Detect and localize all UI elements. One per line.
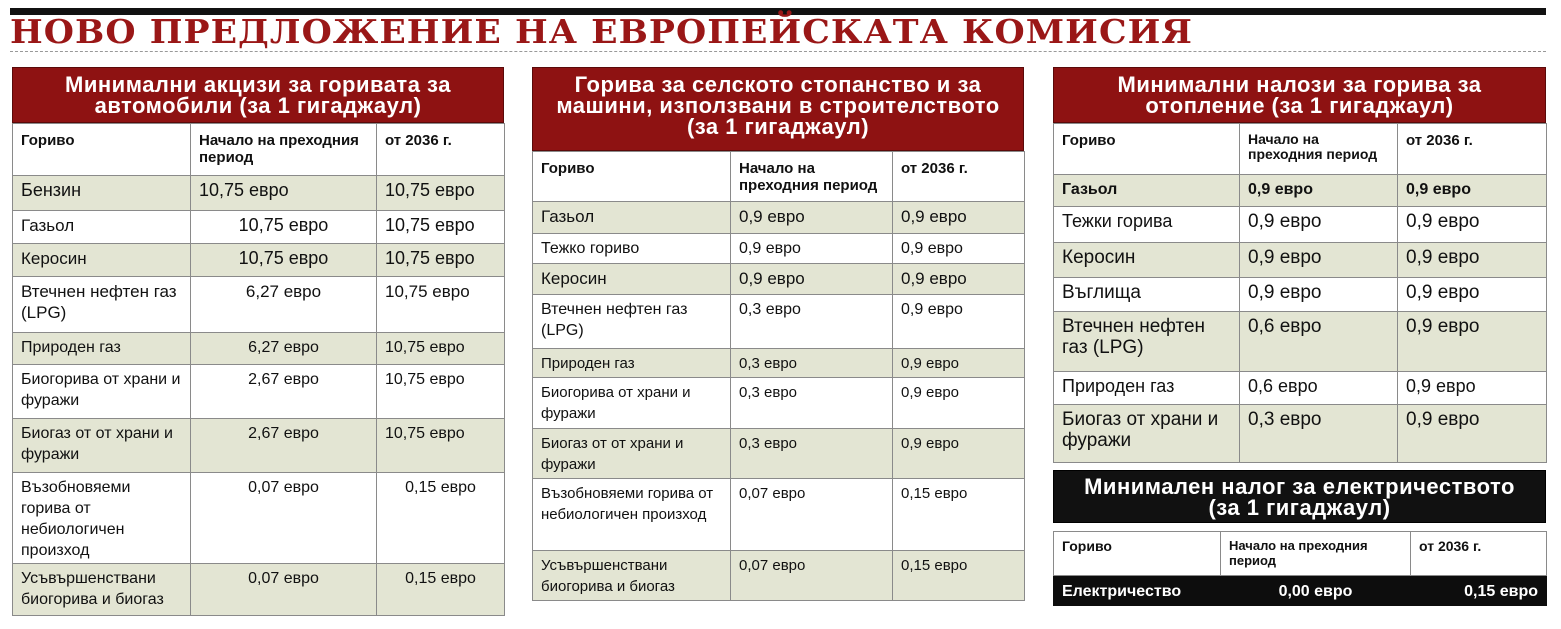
table-row: Въглища 0,9 евро 0,9 евро [1054,278,1547,312]
electricity-title: Минимален налог за електричеството (за 1 гигаджаул) [1053,470,1546,523]
heating-fuels-table [1053,123,1547,463]
header-fuel: Гориво [1054,124,1240,175]
table-row: Втечнен нефтен газ (LPG) 0,6 евро 0,9 евро [1054,312,1547,372]
table-header-row [1054,532,1547,576]
table-row: Бензин 10,75 евро 10,75 евро [13,176,505,211]
table-row: Електричество 0,00 евро 0,15 евро [1054,576,1547,606]
agriculture-fuels-panel [532,67,1024,601]
table-row: Газьол 10,75 евро 10,75 евро [13,211,505,244]
heating-fuels-panel [1053,67,1546,463]
table-row: Тежко гориво 0,9 евро 0,9 евро [533,234,1025,264]
table-row: Биогаз от от храни и фуражи 2,67 евро 10,75 евро [13,419,505,473]
electricity-panel [1053,470,1546,606]
table-row: Втечнен нефтен газ (LPG) 6,27 евро 10,75 евро [13,277,505,333]
table-row: Биогаз от храни и фуражи 0,3 евро 0,9 евро [1054,405,1547,463]
header-fuel: Гориво [1054,532,1221,576]
car-fuels-table [12,123,505,616]
table-row: Керосин 0,9 евро 0,9 евро [533,264,1025,295]
heating-fuels-title: Минимални налози за горива за отопление (за 1 гигаджаул) [1053,67,1546,123]
header-2036: от 2036 г. [1398,124,1547,175]
table-row: Природен газ 6,27 евро 10,75 евро [13,333,505,365]
header-start: Начало на преходния период [191,124,377,176]
table-row: Възобновяеми горива от небиологичен произход 0,07 евро 0,15 евро [13,473,505,564]
table-row: Биогаз от от храни и фуражи 0,3 евро 0,9 евро [533,429,1025,479]
header-2036: от 2036 г. [1411,532,1547,576]
header-2036: от 2036 г. [893,152,1025,202]
table-row: Газьол 0,9 евро 0,9 евро [533,202,1025,234]
car-fuels-title: Минимални акцизи за горивата за автомобили (за 1 гигаджаул) [12,67,504,123]
table-row: Природен газ 0,6 евро 0,9 евро [1054,372,1547,405]
table-header-row [1054,124,1547,175]
header-start: Начало на преходния период [1221,532,1411,576]
table-header-row [533,152,1025,202]
table-row: Биогорива от храни и фуражи 0,3 евро 0,9 евро [533,378,1025,429]
header-start: Начало на преходния период [1240,124,1398,175]
table-header-row [13,124,505,176]
header-2036: от 2036 г. [377,124,505,176]
table-row: Газьол 0,9 евро 0,9 евро [1054,175,1547,207]
agriculture-fuels-table [532,151,1025,601]
electricity-table [1053,531,1547,606]
table-row: Керосин 0,9 евро 0,9 евро [1054,243,1547,278]
table-row: Усъвършенствани биогорива и биогаз 0,07 евро 0,15 евро [13,564,505,616]
header-fuel: Гориво [13,124,191,176]
table-row: Втечнен нефтен газ (LPG) 0,3 евро 0,9 евро [533,295,1025,349]
table-row: Тежки горива 0,9 евро 0,9 евро [1054,207,1547,243]
table-row: Керосин 10,75 евро 10,75 евро [13,244,505,277]
table-row: Природен газ 0,3 евро 0,9 евро [533,349,1025,378]
table-row: Биогорива от храни и фуражи 2,67 евро 10,75 евро [13,365,505,419]
agriculture-fuels-title: Горива за селското стопанство и за машини, използвани в строителството (за 1 гигаджаул) [532,67,1024,151]
header-fuel: Гориво [533,152,731,202]
electricity-gap [1053,523,1546,531]
page-title: НОВО ПРЕДЛОЖЕНИЕ НА ЕВРОПЕЙСКАТА КОМИСИЯ [10,12,1193,51]
car-fuels-panel [12,67,504,616]
table-row: Усъвършенствани биогорива и биогаз 0,07 евро 0,15 евро [533,551,1025,601]
title-divider [10,51,1546,52]
header-start: Начало на преходния период [731,152,893,202]
table-row: Възобновяеми горива от небиологичен произход 0,07 евро 0,15 евро [533,479,1025,551]
